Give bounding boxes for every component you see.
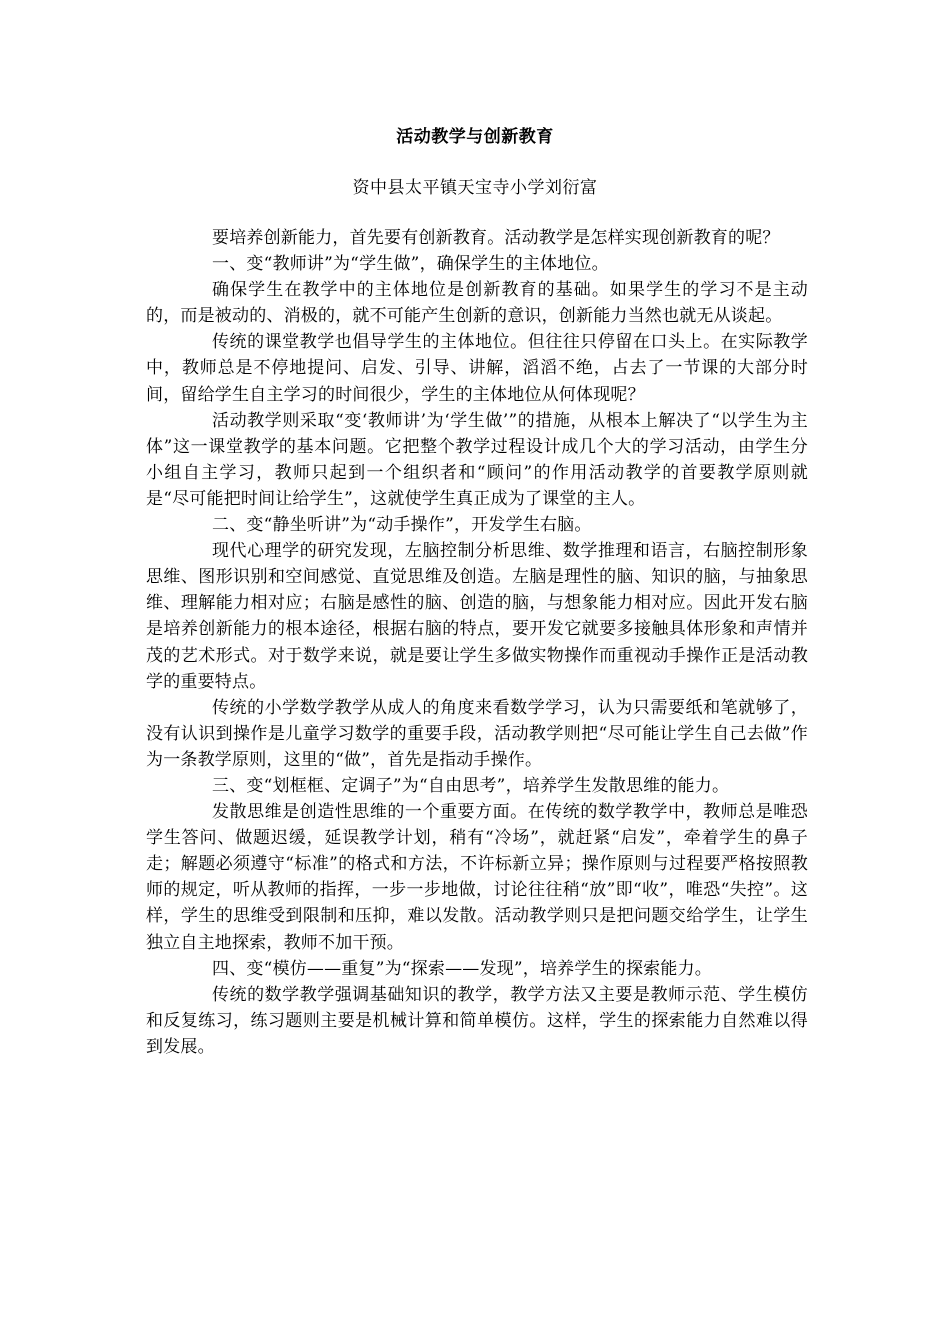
document-body — [146, 225, 808, 1060]
section-heading-3: 三、变“划框框、定调子”为“自由思考”，培养学生发散思维的能力。 — [212, 775, 730, 796]
paragraph: 现代心理学的研究发现，左脑控制分析思维、数学推理和语言，右脑控制形象思维、图形识别和空间感觉、直觉思维及创造。左脑是理性的脑、知识的脑，与抽象思维、理解能力相对应；右脑是感性的脑、创造的脑，与想象能力相对应。因此开发右脑是培养创新能力的根本途径，根据右脑的特点，要开发它就要多接触具体形象和声情并茂的艺术形式。对于数学来说，就是要让学生多做实物操作而重视动手操作正是活动教学的重要特点。 — [146, 541, 808, 692]
document-author: 资中县太平镇天宝寺小学刘衍富 — [352, 178, 598, 198]
paragraph: 确保学生在教学中的主体地位是创新教育的基础。如果学生的学习不是主动的，而是被动的、消极的，就不可能产生创新的意识，创新能力当然也就无从谈起。 — [146, 280, 808, 327]
paragraph: 要培养创新能力，首先要有创新教育。活动教学是怎样实现创新教育的呢？ — [212, 228, 780, 248]
document-title: 活动教学与创新教育 — [396, 127, 554, 147]
section-heading-4: 四、变“模仿——重复”为“探索——发现”，培养学生的探索能力。 — [212, 958, 712, 979]
paragraph: 传统的小学数学教学从成人的角度来看数学学习，认为只需要纸和笔就够了，没有认识到操作是儿童学习数学的重要手段，活动教学则把“尽可能让学生自己去做”作为一条教学原则，这里的“做”，首先是指动手操作。 — [146, 697, 808, 770]
paragraph: 传统的数学教学强调基础知识的教学，教学方法又主要是教师示范、学生模仿和反复练习，练习题则主要是机械计算和简单模仿。这样，学生的探索能力自然难以得到发展。 — [146, 984, 808, 1057]
paragraph: 活动教学则采取“变‘教师讲’为‘学生做’”的措施，从根本上解决了“以学生为主体”这一课堂教学的基本问题。它把整个教学过程设计成几个大的学习活动，由学生分小组自主学习，教师只起到一个组织者和“顾问”的作用活动教学的首要教学原则就是“尽可能把时间让给学生”，这就使学生真正成为了课堂的主人。 — [146, 410, 808, 509]
section-heading-1: 一、变“教师讲”为“学生做”，确保学生的主体地位。 — [212, 254, 609, 275]
section-heading-2: 二、变“静坐听讲”为“动手操作”，开发学生右脑。 — [212, 515, 592, 536]
paragraph: 发散思维是创造性思维的一个重要方面。在传统的数学教学中，教师总是唯恐学生答问、做题迟缓，延误教学计划，稍有“冷场”，就赶紧“启发”，牵着学生的鼻子走；解题必须遵守“标准”的格式和方法，不许标新立异；操作原则与过程要严格按照教师的规定，听从教师的指挥，一步一步地做，讨论往往稍“放”即“收”，唯恐“失控”。这样，学生的思维受到限制和压抑，难以发散。活动教学则只是把问题交给学生，让学生独立自主地探索，教师不加干预。 — [146, 802, 808, 953]
paragraph: 传统的课堂教学也倡导学生的主体地位。但往往只停留在口头上。在实际教学中，教师总是不停地提问、启发、引导、讲解，滔滔不绝，占去了一节课的大部分时间，留给学生自主学习的时间很少，学生的主体地位从何体现呢？ — [146, 332, 808, 405]
